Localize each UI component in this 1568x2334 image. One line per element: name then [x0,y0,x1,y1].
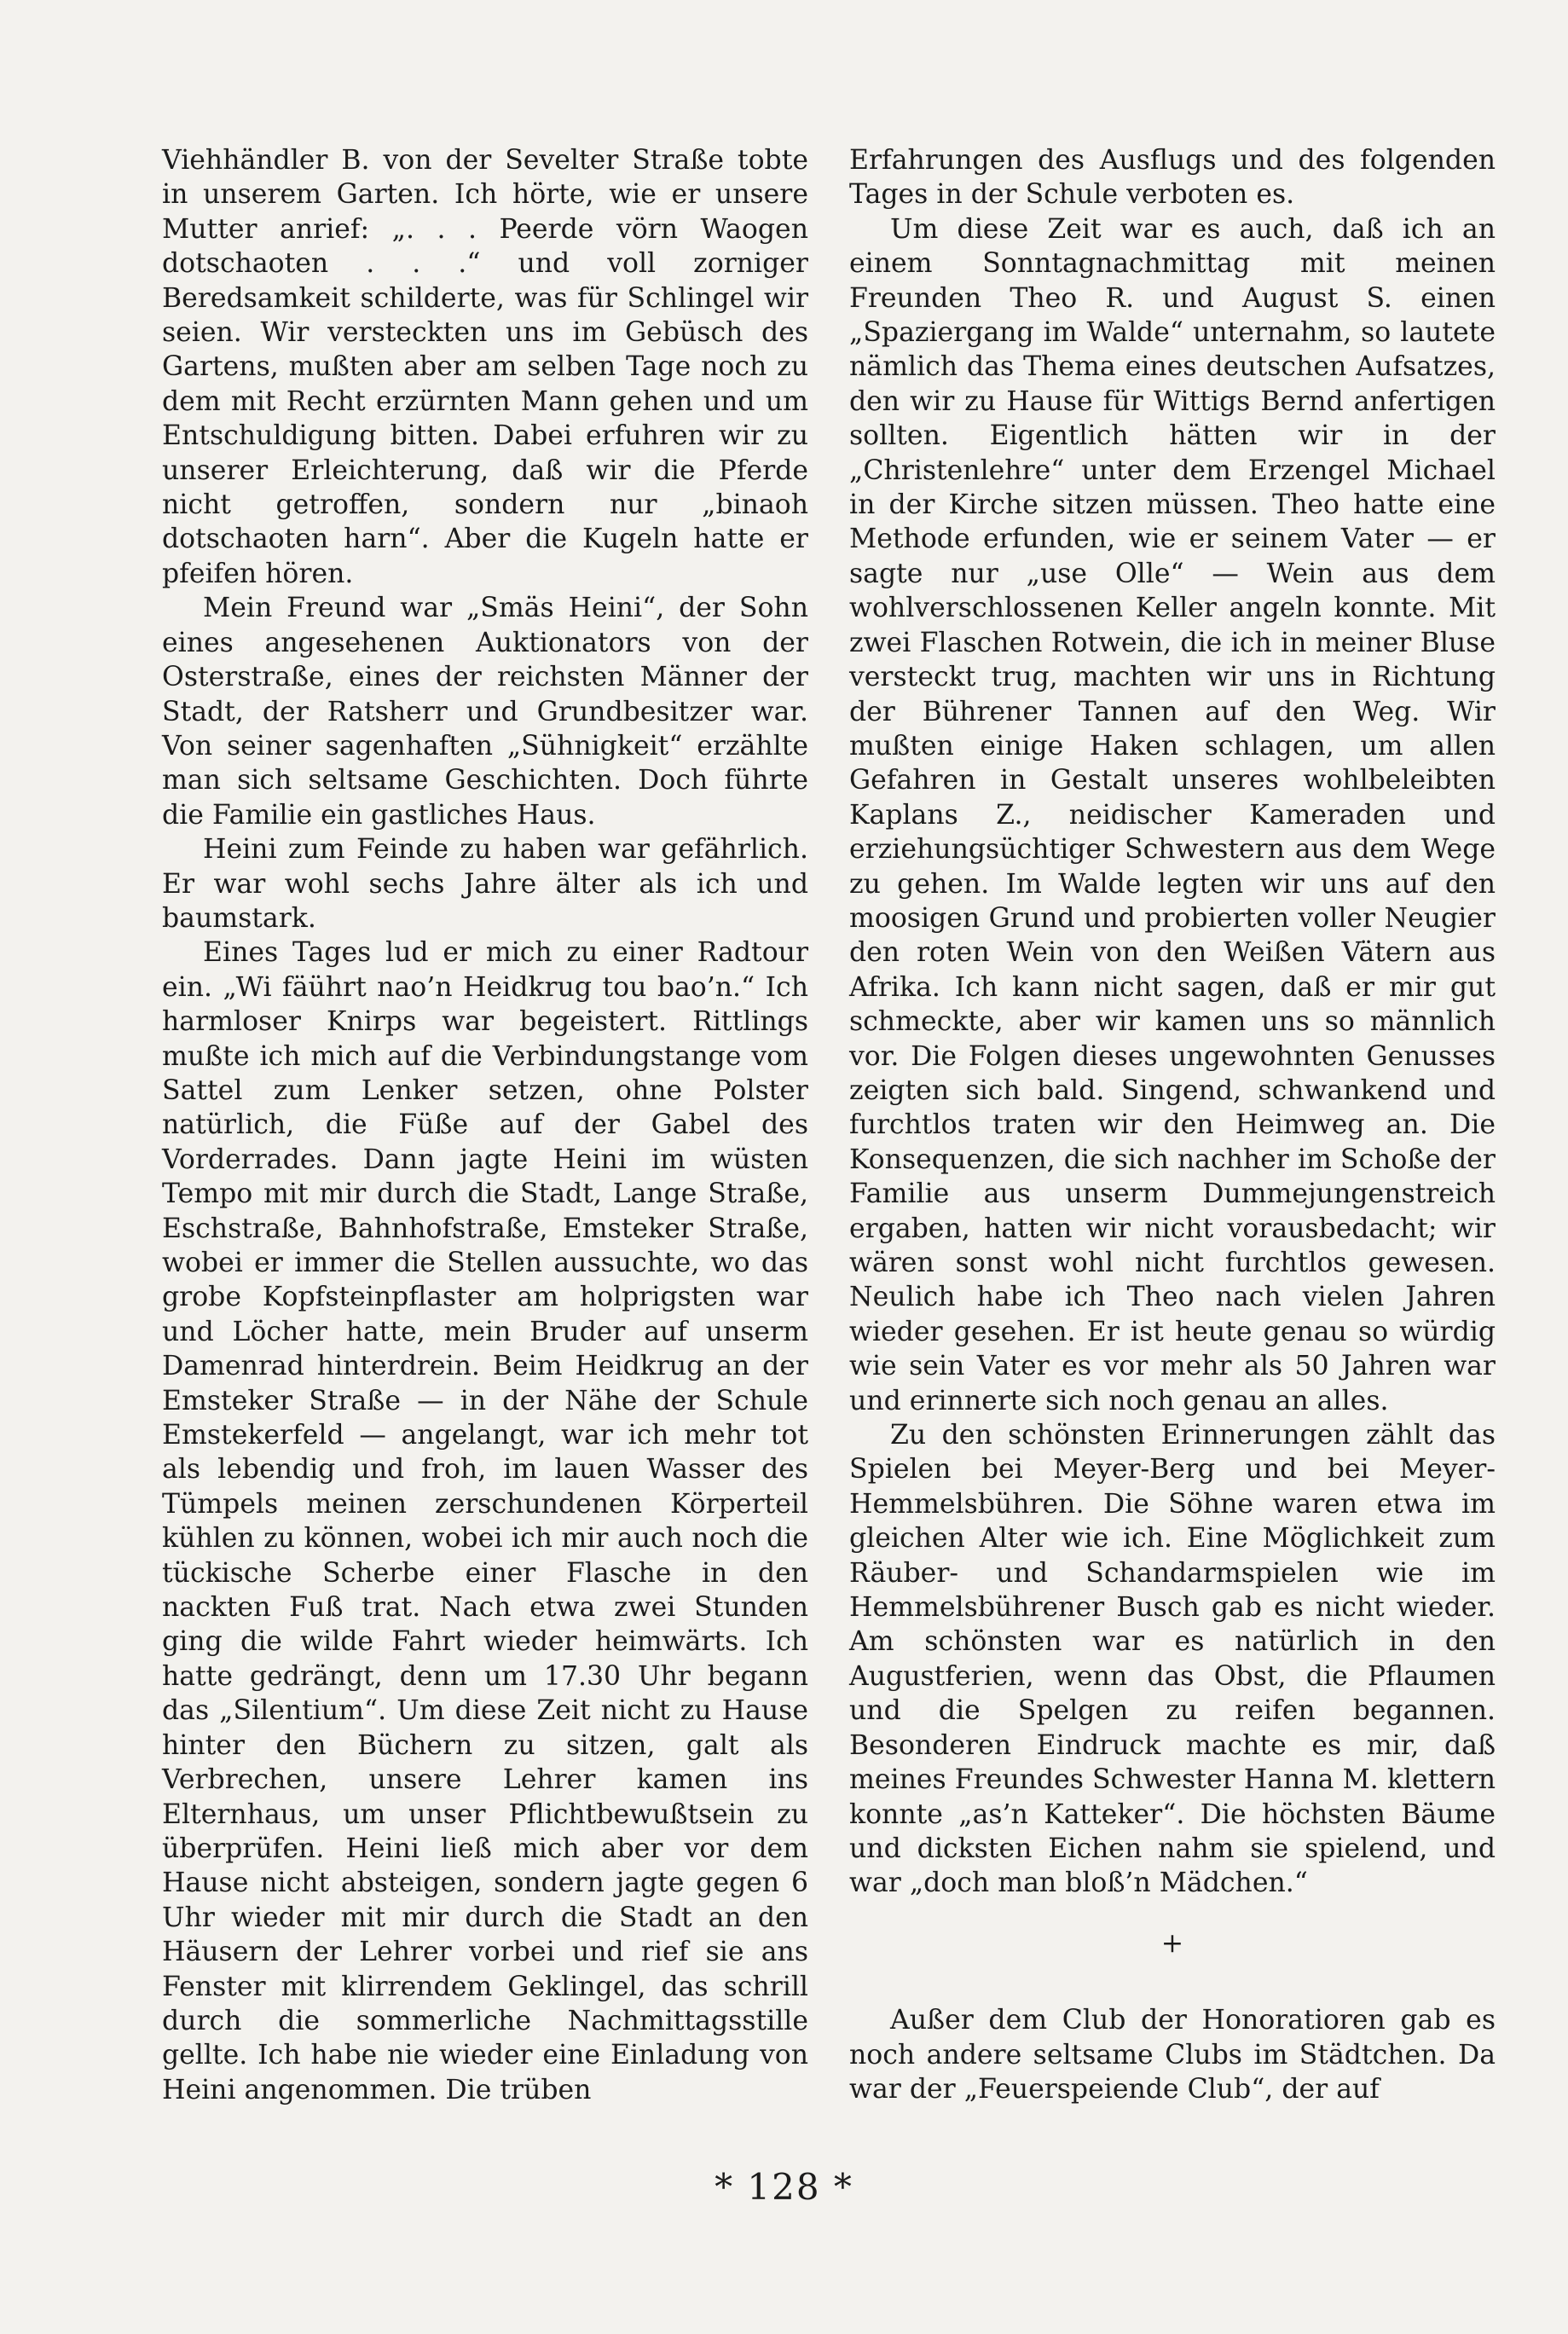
right-text-column [849,143,1496,2106]
page-number: * 128 * [715,2166,853,2208]
paragraph: Heini zum Feinde zu haben war gefährlich. Er war wohl sechs Jahre älter als ich und baumstark. [162,834,808,934]
paragraph: Eines Tages lud er mich zu einer Radtour ein. „Wi fäührt nao’n Heidkrug tou bao’n.“ Ich harmloser Knirps war begeistert. Rittlings mußte ich mich auf die Verbindungstange vom Sattel zum Lenker setzen, ohne Polster natürlich, die Füße auf der Gabel des Vorderrades. Dann jagte Heini im wüsten Tempo mit mir durch die Stadt, Lange Straße, Eschstraße, Bahnhofstraße, Emsteker Straße, wobei er immer die Stellen aussuchte, wo das grobe Kopfsteinpflaster am holprigsten war und Löcher hatte, mein Bruder auf unserm Damenrad hinterdrein. Beim Heidkrug an der Emsteker Straße — in der Nähe der Schule Emstekerfeld — angelangt, war ich mehr tot als lebendig und froh, im lauen Wasser des Tümpels meinen zerschundenen Körperteil kühlen zu können, wobei ich mir auch noch die tückische Scherbe einer Flasche in den nackten Fuß trat. Nach etwa zwei Stunden ging die wilde Fahrt wieder heimwärts. Ich hatte gedrängt, denn um 17.30 Uhr begann das „Silentium“. Um diese Zeit nicht zu Hause hinter den Büchern zu sitzen, galt als Verbrechen, unsere Lehrer kamen ins Elternhaus, um unser Pflichtbewußtsein zu überprüfen. Heini ließ mich aber vor dem Hause nicht absteigen, sondern jagte gegen 6 Uhr wieder mit mir durch die Stadt an den Häusern der Lehrer vorbei und rief sie ans Fenster mit klirrendem Geklingel, das schrill durch die sommerliche Nachmittagsstille gellte. Ich habe nie wieder eine Einladung von Heini angenommen. Die trüben [162,937,808,2105]
paragraph: Außer dem Club der Honoratioren gab es noch andere seltsame Clubs im Städtchen. Da war der „Feuerspeiende Club“, der auf [849,2005,1496,2105]
left-text-column [162,143,808,2107]
paragraph: Zu den schönsten Erinnerungen zählt das Spielen bei Meyer-Berg und bei Meyer-Hemmelsbühren. Die Söhne waren etwa im gleichen Alter wie ich. Eine Möglichkeit zum Räuber- und Schandarmspielen wie im Hemmelsbührener Busch gab es nicht wieder. Am schönsten war es natürlich in den Augustferien, wenn das Obst, die Pflaumen und die Spelgen zu reifen begannen. Besonderen Eindruck machte es mir, daß meines Freundes Schwester Hanna M. klettern konnte „as’n Katteker“. Die höchsten Bäume und dicksten Eichen nahm sie spielend, und war „doch man bloß’n Mädchen.“ [849,1420,1496,1899]
paragraph: Mein Freund war „Smäs Heini“, der Sohn eines angesehenen Auktionators von der Osterstraße, eines der reichsten Männer der Stadt, der Ratsherr und Grundbesitzer war. Von seiner sagenhaften „Sühnigkeit“ erzählte man sich seltsame Geschichten. Doch führte die Familie ein gastliches Haus. [162,593,808,831]
paragraph: Erfahrungen des Ausflugs und des folgenden Tages in der Schule verboten es. [849,145,1496,211]
paragraph: Um diese Zeit war es auch, daß ich an einem Sonntagnachmittag mit meinen Freunden Theo R. und August S. einen „Spaziergang im Walde“ unternahm, so lautete nämlich das Thema eines deutschen Aufsatzes, den wir zu Hause für Wittigs Bernd anfertigen sollten. Eigentlich hätten wir in der „Christenlehre“ unter dem Erzengel Michael in der Kirche sitzen müssen. Theo hatte eine Methode erfunden, wie er seinem Vater — er sagte nur „use Olle“ — Wein aus dem wohlverschlossenen Keller angeln konnte. Mit zwei Flaschen Rotwein, die ich in meiner Bluse versteckt trug, machten wir uns in Richtung der Bührener Tannen auf den Weg. Wir mußten einige Haken schlagen, um allen Gefahren in Gestalt unseres wohlbeleibten Kaplans Z., neidischer Kameraden und erziehungsüchtiger Schwestern aus dem Wege zu gehen. Im Walde legten wir uns auf den moosigen Grund und probierten voller Neugier den roten Wein von den Weißen Vätern aus Afrika. Ich kann nicht sagen, daß er mir gut schmeckte, aber wir kamen uns so männlich vor. Die Folgen dieses ungewohnten Genusses zeigten sich bald. Singend, schwankend und furchtlos traten wir den Heimweg an. Die Konsequenzen, die sich nachher im Schoße der Familie aus unserm Dummejungenstreich ergaben, hatten wir nicht vorausbedacht; wir wären sonst wohl nicht furchtlos gewesen. Neulich habe ich Theo nach vielen Jahren wieder gesehen. Er ist heute genau so würdig wie sein Vater es vor mehr als 50 Jahren war und erinnerte sich noch genau an alles. [849,213,1496,1416]
section-separator: + [1160,1927,1184,1959]
paragraph: Viehhändler B. von der Sevelter Straße tobte in unserem Garten. Ich hörte, wie er unsere Mutter anrief: „. . . Peerde vörn Waogen dotschaoten . . .“ und voll zorniger Beredsamkeit schilderte, was für Schlingel wir seien. Wir versteckten uns im Gebüsch des Gartens, mußten aber am selben Tage noch zu dem mit Recht erzürnten Mann gehen und um Entschuldigung bitten. Dabei erfuhren wir zu unserer Erleichterung, daß wir die Pferde nicht getroffen, sondern nur „binaoh dotschaoten harn“. Aber die Kugeln hatte er pfeifen hören. [162,145,808,589]
